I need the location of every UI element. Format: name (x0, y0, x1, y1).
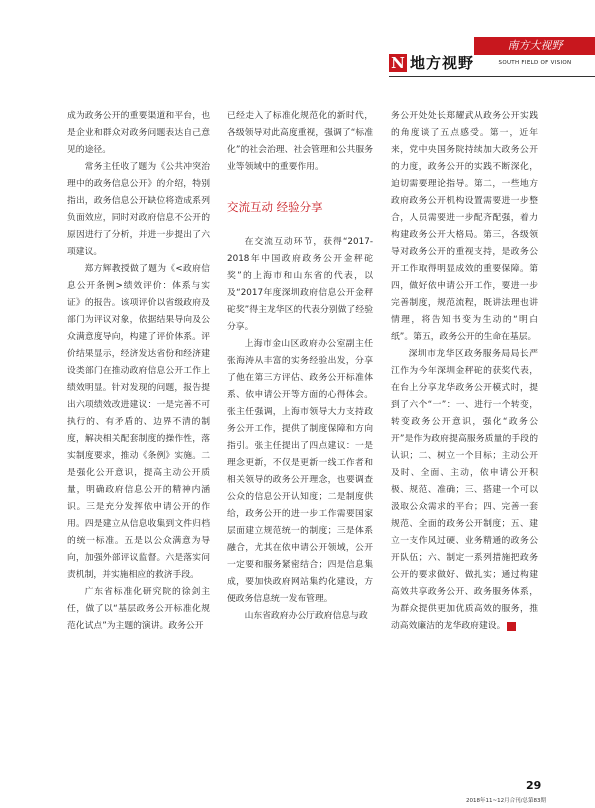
col2-paragraph-1: 已经走入了标准化规范化的新时代，各级领导对此高度重视，强调了“标准化”的社会治理、社会管理和公共服务业等领域中的重要作用。 (227, 111, 373, 172)
col1-paragraph-3: 郑方辉教授做了题为《<政府信息公开条例>绩效评价：体系与实证》的报告。该项评价以省级政府及部门为评议对象，依据结果导向及公众满意度导向，构建了评价体系。评价结果显示，经济发达省份和经济建设类部门在推动政府信息公开工作上绩效明显。针对发现的问题，报告提出六项绩效改进建议：一是完善不可执行的、有矛盾的、边界不清的制度，解决相关配套制度的操作性，落实制度要求，推动《条例》实施。二是强化公开意识，提高主动公开质量，明确政府信息公开的精神内涵识。三是充分发挥依申请公开的作用。四是建立从信息收集到文件归档的统一标准。五是以公众满意为导向，加强外部评议监督。六是落实问责机制，并实施相应的救济手段。 (67, 264, 210, 580)
publication-subtitle: SOUTH FIELD OF VISION (498, 60, 572, 66)
header-divider (389, 76, 595, 77)
col2-paragraph-2: 在交流互动环节，获得“2017-2018年中国政府政务公开金秤砣奖”的上海市和山东省的代表，以及“2017年度深圳政府信息公开金秤砣奖”得主龙华区的代表分别做了经验分享。 (227, 237, 373, 332)
col3-paragraph-2 (391, 346, 538, 635)
issue-info: 2018年11~12月合刊/总第83期 (466, 798, 546, 804)
column-2 (227, 108, 373, 625)
page-number: 29 (526, 779, 542, 792)
col2-paragraph-3: 上海市金山区政府办公室副主任张海涛从丰富的实务经验出发，分享了他在第三方评估、政务公开标准体系、依申请公开等方面的心得体会。张主任强调，上海市领导大力支持政务公开工作，提供了制度保障和方向指引。张主任提出了四点建议：一是理念更新，不仅是更新一线工作者和相关领导的政务公开理念，也要调查公众的信息公开认知度；二是制度供给，政务公开的进一步工作需要国家层面建立规范统一的制度；三是体系融合，尤其在依申请公开领域，公开一定要和服务紧密结合；四是信息集成，要加快政府网站集约化建设，方便政务信息统一发布管理。 (227, 339, 373, 604)
page-header (0, 0, 595, 82)
column-3 (391, 108, 538, 635)
article-end-mark-icon: N (507, 622, 516, 631)
col1-paragraph-4: 广东省标准化研究院的徐剑主任，做了以“基层政务公开标准化规范化试点”为主题的演讲。政务公开 (67, 587, 210, 631)
col1-paragraph-1: 成为政务公开的重要渠道和平台，也是企业和群众对政务问题表达自己意见的途径。 (67, 111, 210, 155)
column-1 (67, 108, 210, 635)
col3-paragraph-2-text: 深圳市龙华区政务服务局局长严江作为今年深圳金秤砣的获奖代表，在台上分享龙华政务公开模式时，提到了六个“一”：一、进行一个转变，转变政务公开意识，强化“政务公开”是作为政府提高服务质量的手段的认识；二、树立一个目标；主动公开及时、全面、主动，依申请公开积极、规范、准确；三、搭建一个可以汲取公众需求的平台；四、完善一套规范、全面的政务公开制度；五、建立一支作风过硬、业务精通的政务公开队伍；六、制定一系列措施把政务公开的要求做好、做扎实；通过构建高效共享政务公开、政务服务体系，为群众提供更加优质高效的服务，推动高效廉洁的龙华政府建设。 (391, 349, 538, 631)
col2-paragraph-4: 山东省政府办公厅政府信息与政 (244, 611, 368, 621)
section-title: 地方视野 (410, 54, 475, 72)
magazine-logo-icon: N (389, 54, 407, 72)
publication-name-banner: 南方大视野 (474, 37, 595, 55)
col1-paragraph-2: 常务主任收了题为《公共冲突治理中的政务信息公开》的介绍，特别指出，政务信息公开缺位将造成系列负面效应，同时对政府信息不公开的原因进行了分析，并进一步提出了六项建议。 (67, 162, 210, 257)
col3-paragraph-1: 务公开处处长郑耀武从政务公开实践的角度谈了五点感受。第一，近年来，党中央国务院持续加大政务公开的力度，政务公开的实践不断深化，迫切需要理论指导。第二，一些地方政府政务公开机构设置需要进一步整合，人员需要进一步配齐配强，着力构建政务公开大格局。第三，各级领导对政务公开的重视支持，是政务公开工作取得明显成效的重要保障。第四，做好依申请公开工作，要进一步完善制度，规范流程，既讲法理也讲情理，将告知书变为生动的“明白纸”。第五，政务公开的生命在基层。 (391, 111, 538, 342)
section-subheading: 交流互动 经验分享 (227, 200, 323, 214)
